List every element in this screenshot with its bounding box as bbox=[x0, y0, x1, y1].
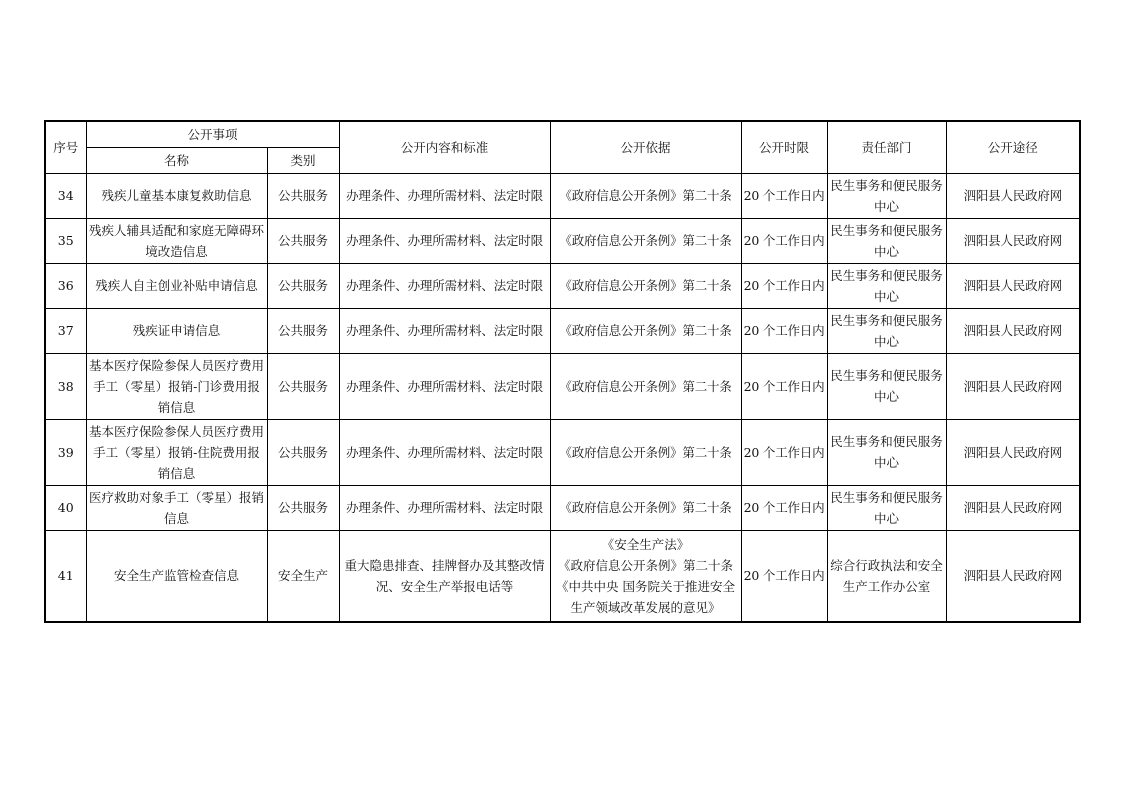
cell-category: 公共服务 bbox=[267, 263, 339, 308]
header-matter-group: 公开事项 bbox=[86, 121, 339, 147]
cell-time-limit: 20 个工作日内 bbox=[741, 530, 827, 622]
basis-line: 《政府信息公开条例》第二十条 bbox=[559, 188, 732, 203]
cell-name: 基本医疗保险参保人员医疗费用手工（零星）报销-门诊费用报销信息 bbox=[86, 353, 267, 419]
cell-name: 残疾儿童基本康复救助信息 bbox=[86, 173, 267, 218]
header-seq: 序号 bbox=[45, 121, 86, 173]
cell-name: 安全生产监管检查信息 bbox=[86, 530, 267, 622]
cell-seq: 38 bbox=[45, 353, 86, 419]
cell-department: 民生事务和便民服务中心 bbox=[827, 308, 946, 353]
cell-name: 基本医疗保险参保人员医疗费用手工（零星）报销-住院费用报销信息 bbox=[86, 419, 267, 485]
cell-time-limit: 20 个工作日内 bbox=[741, 485, 827, 530]
basis-line: 《中共中央 国务院关于推进安全生产领域改革发展的意见》 bbox=[556, 578, 735, 615]
cell-content: 办理条件、办理所需材料、法定时限 bbox=[339, 353, 550, 419]
cell-time-limit: 20 个工作日内 bbox=[741, 173, 827, 218]
table-header bbox=[45, 121, 1080, 173]
cell-content: 办理条件、办理所需材料、法定时限 bbox=[339, 218, 550, 263]
cell-content: 办理条件、办理所需材料、法定时限 bbox=[339, 419, 550, 485]
basis-line: 《政府信息公开条例》第二十条 bbox=[559, 500, 732, 515]
cell-seq: 36 bbox=[45, 263, 86, 308]
cell-category: 公共服务 bbox=[267, 485, 339, 530]
basis-line: 《政府信息公开条例》第二十条 bbox=[559, 323, 732, 338]
cell-content: 办理条件、办理所需材料、法定时限 bbox=[339, 485, 550, 530]
basis-line: 《政府信息公开条例》第二十条 bbox=[559, 233, 732, 248]
cell-name: 医疗救助对象手工（零星）报销信息 bbox=[86, 485, 267, 530]
cell-seq: 35 bbox=[45, 218, 86, 263]
table-row bbox=[45, 308, 1080, 353]
cell-basis bbox=[550, 353, 741, 419]
cell-category: 公共服务 bbox=[267, 419, 339, 485]
cell-department: 民生事务和便民服务中心 bbox=[827, 263, 946, 308]
cell-channel: 泗阳县人民政府网 bbox=[946, 485, 1080, 530]
table-row bbox=[45, 419, 1080, 485]
header-category: 类别 bbox=[267, 147, 339, 173]
cell-seq: 34 bbox=[45, 173, 86, 218]
cell-content: 办理条件、办理所需材料、法定时限 bbox=[339, 308, 550, 353]
table-body bbox=[45, 173, 1080, 622]
cell-seq: 37 bbox=[45, 308, 86, 353]
header-content: 公开内容和标准 bbox=[339, 121, 550, 173]
basis-line: 《政府信息公开条例》第二十条 bbox=[558, 557, 734, 573]
cell-channel: 泗阳县人民政府网 bbox=[946, 218, 1080, 263]
cell-name: 残疾人辅具适配和家庭无障碍环境改造信息 bbox=[86, 218, 267, 263]
header-basis: 公开依据 bbox=[550, 121, 741, 173]
cell-seq: 40 bbox=[45, 485, 86, 530]
cell-basis bbox=[550, 263, 741, 308]
cell-seq: 39 bbox=[45, 419, 86, 485]
cell-name: 残疾证申请信息 bbox=[86, 308, 267, 353]
table-row bbox=[45, 485, 1080, 530]
cell-basis bbox=[550, 419, 741, 485]
cell-category: 安全生产 bbox=[267, 530, 339, 622]
cell-department: 综合行政执法和安全生产工作办公室 bbox=[827, 530, 946, 622]
table-row bbox=[45, 218, 1080, 263]
cell-content: 办理条件、办理所需材料、法定时限 bbox=[339, 173, 550, 218]
header-time-limit: 公开时限 bbox=[741, 121, 827, 173]
header-department: 责任部门 bbox=[827, 121, 946, 173]
cell-department: 民生事务和便民服务中心 bbox=[827, 173, 946, 218]
basis-line: 《政府信息公开条例》第二十条 bbox=[559, 378, 732, 394]
disclosure-table bbox=[44, 120, 1081, 623]
cell-department: 民生事务和便民服务中心 bbox=[827, 419, 946, 485]
basis-line: 《政府信息公开条例》第二十条 bbox=[559, 278, 732, 293]
cell-category: 公共服务 bbox=[267, 308, 339, 353]
cell-basis bbox=[550, 173, 741, 218]
cell-basis bbox=[550, 308, 741, 353]
cell-basis bbox=[550, 218, 741, 263]
cell-channel: 泗阳县人民政府网 bbox=[946, 353, 1080, 419]
header-name: 名称 bbox=[86, 147, 267, 173]
basis-line: 《政府信息公开条例》第二十条 bbox=[559, 444, 732, 460]
cell-category: 公共服务 bbox=[267, 353, 339, 419]
cell-department: 民生事务和便民服务中心 bbox=[827, 218, 946, 263]
cell-category: 公共服务 bbox=[267, 218, 339, 263]
cell-channel: 泗阳县人民政府网 bbox=[946, 530, 1080, 622]
table-row bbox=[45, 353, 1080, 419]
cell-channel: 泗阳县人民政府网 bbox=[946, 308, 1080, 353]
cell-department: 民生事务和便民服务中心 bbox=[827, 353, 946, 419]
table-row bbox=[45, 263, 1080, 308]
cell-channel: 泗阳县人民政府网 bbox=[946, 173, 1080, 218]
cell-channel: 泗阳县人民政府网 bbox=[946, 263, 1080, 308]
cell-channel: 泗阳县人民政府网 bbox=[946, 419, 1080, 485]
cell-time-limit: 20 个工作日内 bbox=[741, 419, 827, 485]
cell-time-limit: 20 个工作日内 bbox=[741, 263, 827, 308]
table-row bbox=[45, 173, 1080, 218]
cell-content: 重大隐患排查、挂牌督办及其整改情况、安全生产举报电话等 bbox=[339, 530, 550, 622]
cell-name: 残疾人自主创业补贴申请信息 bbox=[86, 263, 267, 308]
cell-seq: 41 bbox=[45, 530, 86, 622]
header-channel: 公开途径 bbox=[946, 121, 1080, 173]
cell-time-limit: 20 个工作日内 bbox=[741, 218, 827, 263]
cell-time-limit: 20 个工作日内 bbox=[741, 308, 827, 353]
cell-department: 民生事务和便民服务中心 bbox=[827, 485, 946, 530]
cell-category: 公共服务 bbox=[267, 173, 339, 218]
basis-line: 《安全生产法》 bbox=[601, 536, 690, 552]
table-row bbox=[45, 530, 1080, 622]
cell-time-limit: 20 个工作日内 bbox=[741, 353, 827, 419]
cell-content: 办理条件、办理所需材料、法定时限 bbox=[339, 263, 550, 308]
cell-basis bbox=[550, 485, 741, 530]
cell-basis bbox=[550, 530, 741, 622]
